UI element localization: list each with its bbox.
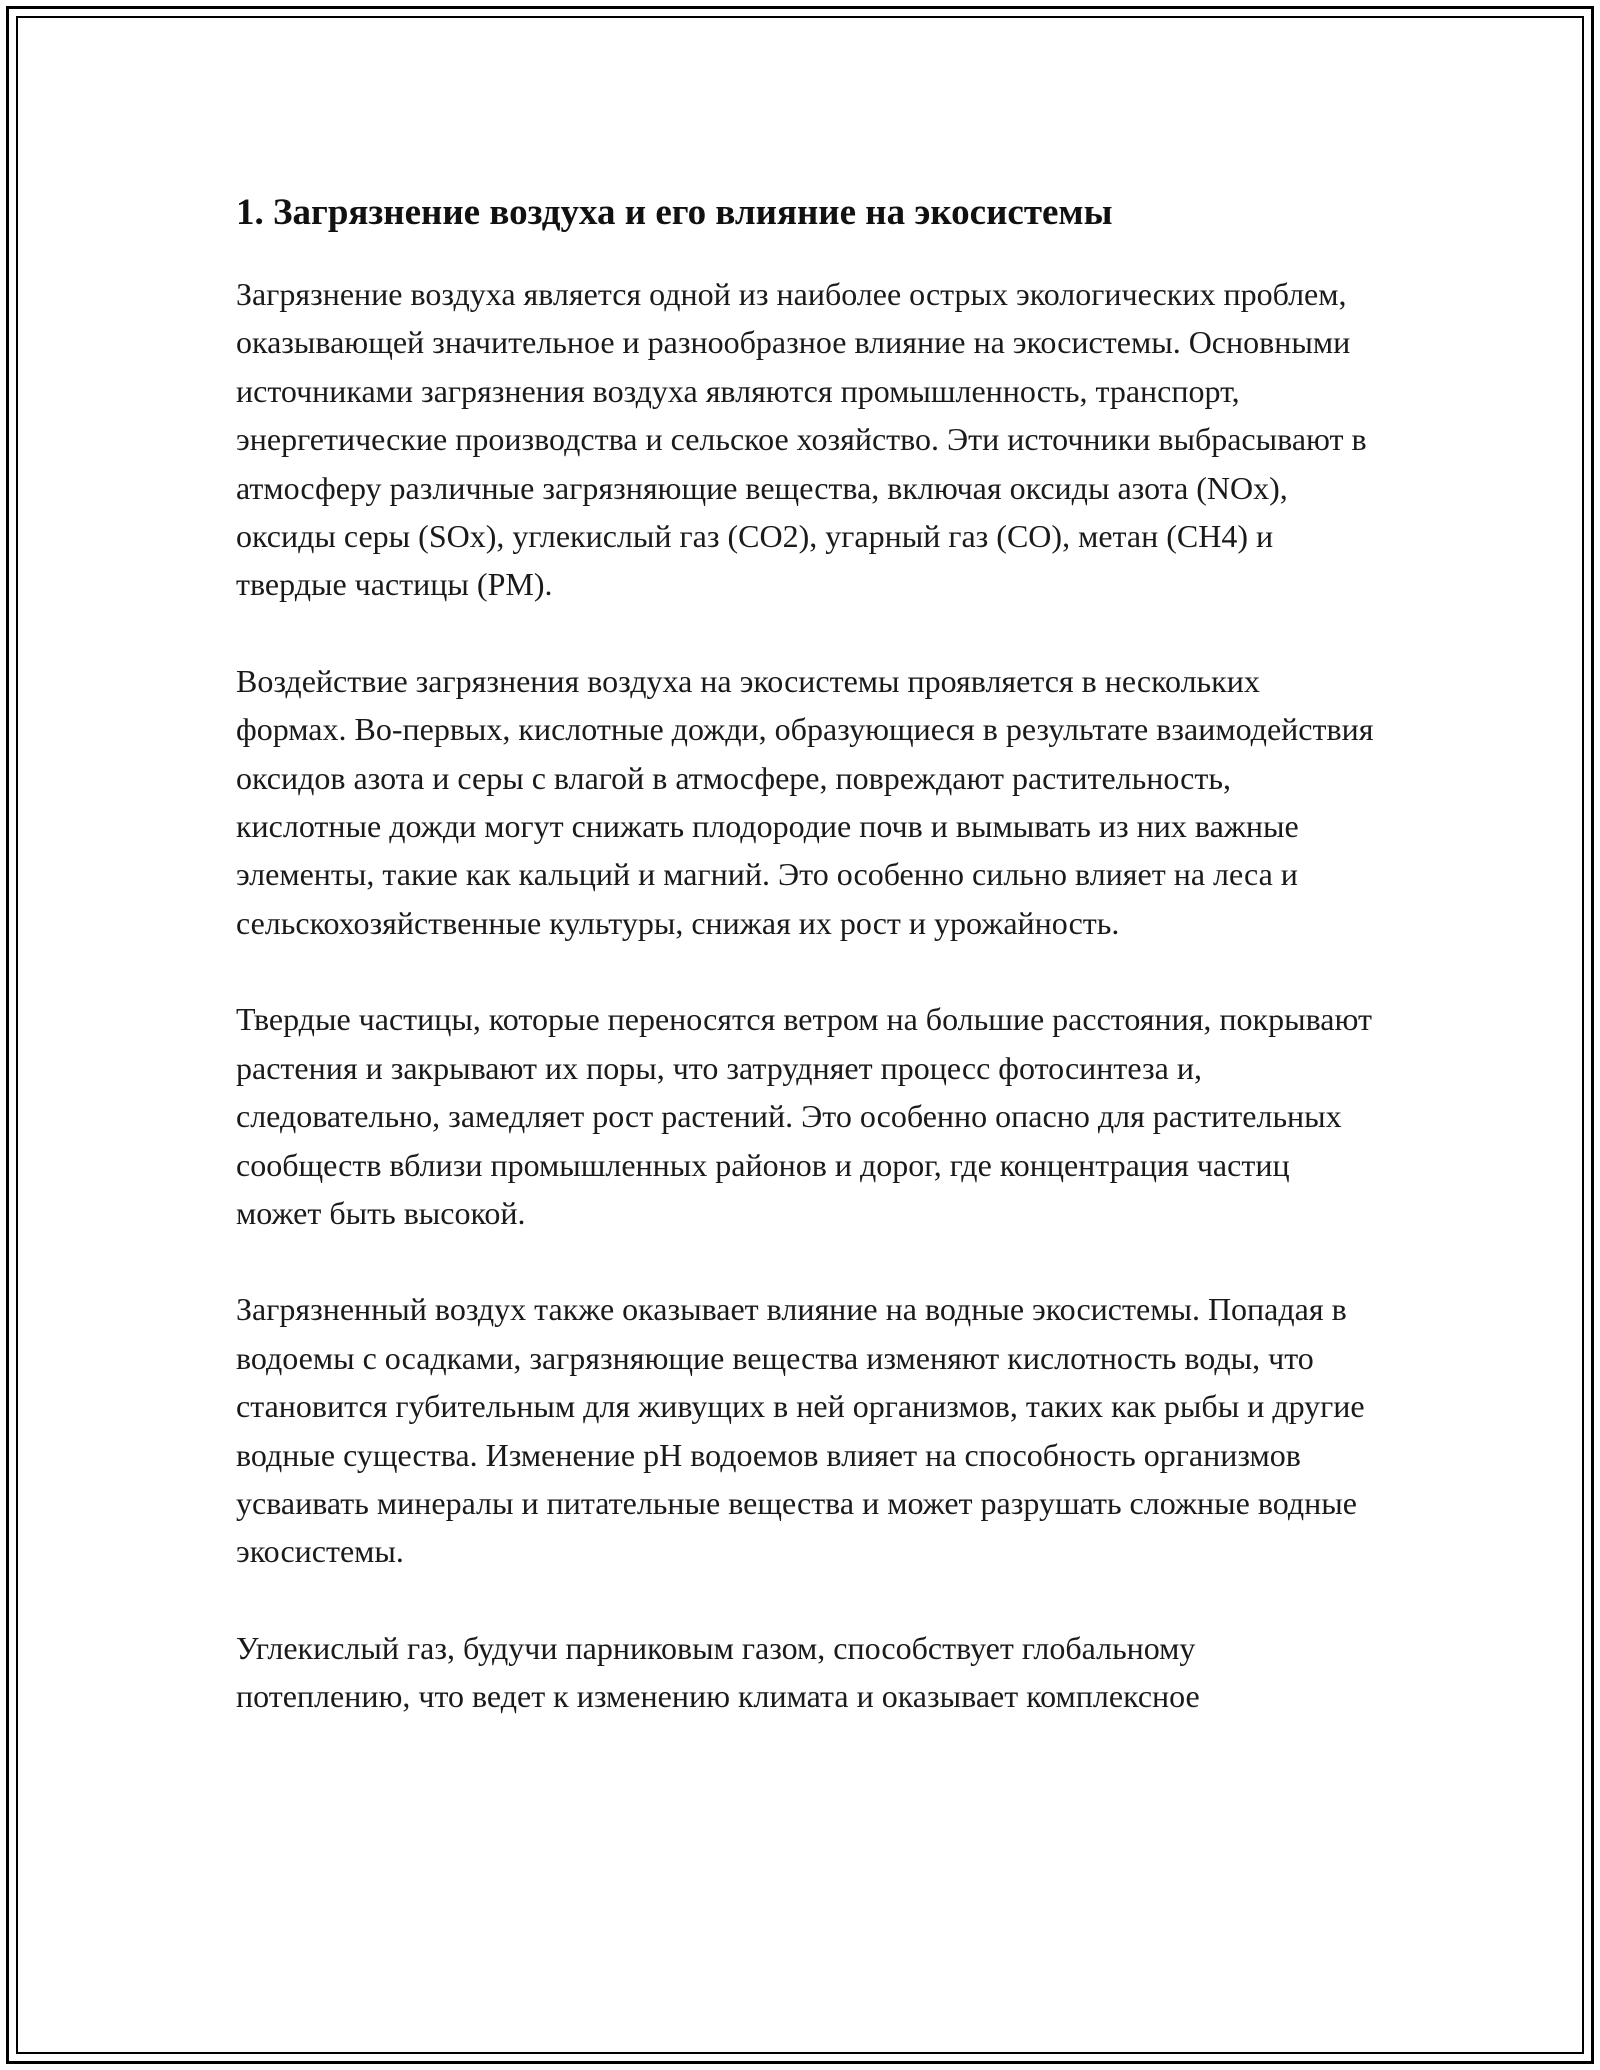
- paragraph-water-ecosystems: Загрязненный воздух также оказывает влияние на водные экосистемы. Попадая в водоемы с осадками, загрязняющие вещества изменяют кислотность воды, что становится губительным для живущих в ней организмов, таких как рыбы и другие водные существа. Изменение pH водоемов влияет на способность организмов усваивать минералы и питательные вещества и может разрушать сложные водные экосистемы.: [236, 1291, 1365, 1570]
- document-body: [236, 186, 1376, 1721]
- paragraph-air-pollution-sources: Загрязнение воздуха является одной из наиболее острых экологических проблем, оказывающей значительное и разнообразное влияние на экосистемы. Основными источниками загрязнения воздуха являются промышленность, транспорт, энергетические производства и сельское хозяйство. Эти источники выбрасывают в атмосферу различные загрязняющие вещества, включая оксиды азота (NOx), оксиды серы (SOx), углекислый газ (CO2), угарный газ (CO), метан (CH4) и твердые частицы (PM).: [236, 276, 1367, 603]
- section-heading: 1. Загрязнение воздуха и его влияние на экосистемы: [236, 192, 1113, 233]
- paragraph-particulate-matter: Твердые частицы, которые переносятся ветром на большие расстояния, покрывают растения и закрывают их поры, что затрудняет процесс фотосинтеза и, следовательно, замедляет рост растений. Это особенно опасно для растительных сообществ вблизи промышленных районов и дорог, где концентрация частиц может быть высокой.: [236, 1001, 1372, 1231]
- paragraph-acid-rain: Воздействие загрязнения воздуха на экосистемы проявляется в нескольких формах. Во-первых, кислотные дожди, образующиеся в результате взаимодействия оксидов азота и серы с влагой в атмосфере, повреждают растительность, кислотные дожди могут снижать плодородие почв и вымывать из них важные элементы, такие как кальций и магний. Это особенно сильно влияет на леса и сельскохозяйственные культуры, снижая их рост и урожайность.: [236, 662, 1374, 941]
- paragraph-carbon-dioxide: Углекислый газ, будучи парниковым газом, способствует глобальному потеплению, что ведет к изменению климата и оказывает комплексное: [236, 1629, 1200, 1715]
